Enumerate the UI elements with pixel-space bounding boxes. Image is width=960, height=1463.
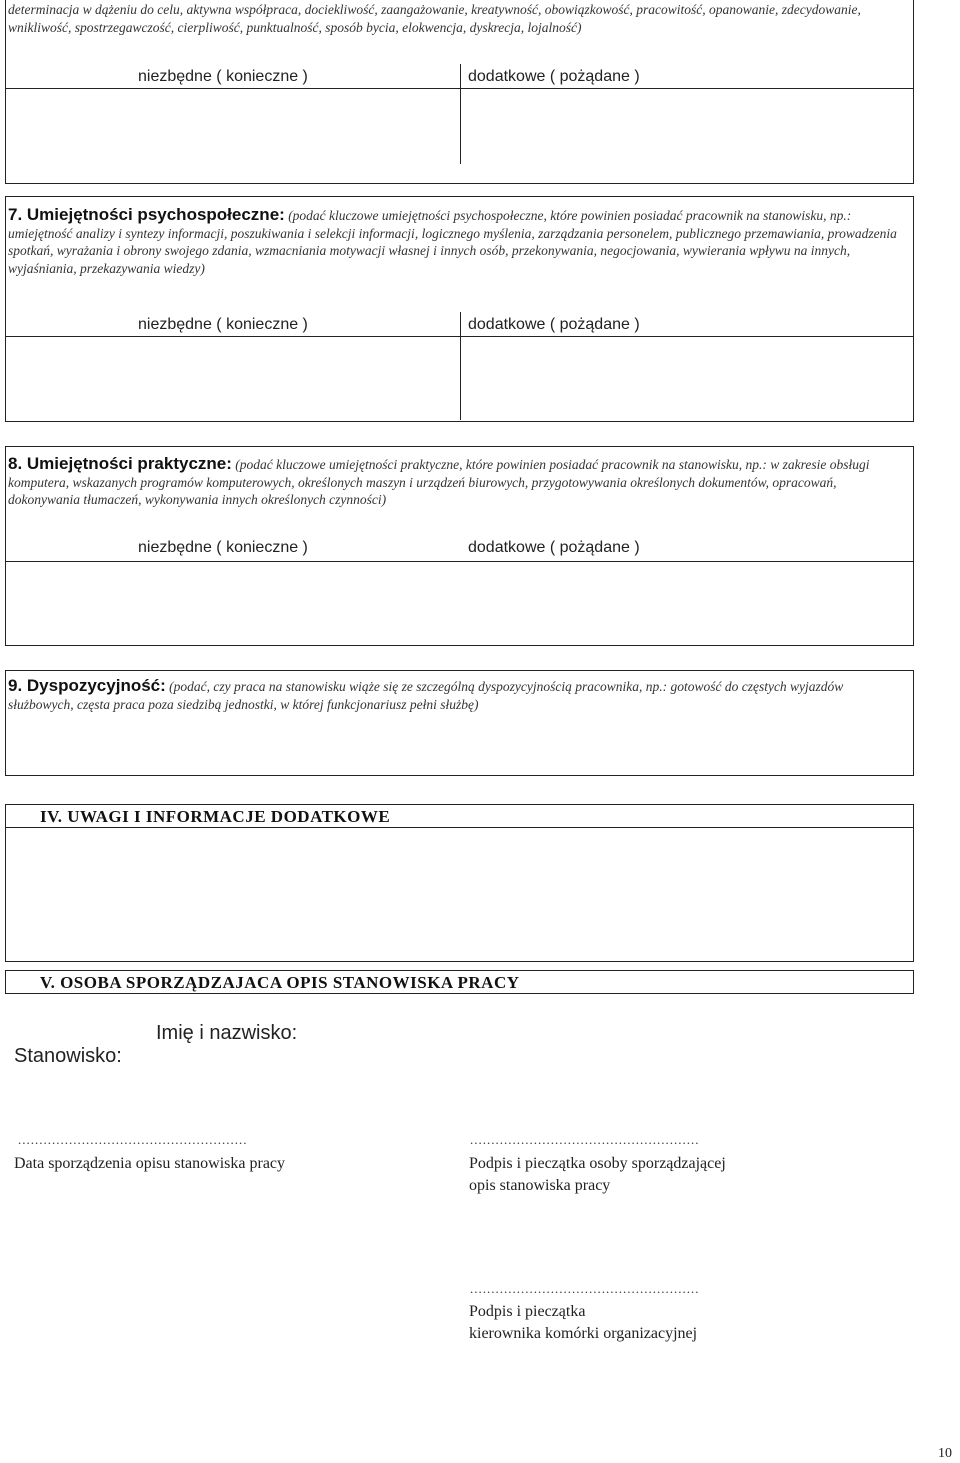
section-iv-title: IV. UWAGI I INFORMACJE DODATKOWE: [40, 807, 391, 826]
section-9-description: (podać, czy praca na stanowisku wiąże się ze szczególną dyspozycyjnością pracownika, np.: gotowość do częstych wyjazdów służbowych, częsta praca poza siedzibą jednostki, w której funkcjonariusz pełni służbę): [8, 679, 844, 712]
date-signature-line: ......................................................: [18, 1132, 248, 1147]
section-8-title: 8. Umiejętności praktyczne:: [8, 454, 232, 473]
section-9-text: [8, 677, 908, 713]
preparer-signature-label: [469, 1153, 726, 1197]
section-6-required-heading: niezbędne ( konieczne ): [138, 68, 308, 85]
section-iv-body: [5, 828, 914, 962]
manager-label-line-1: Podpis i pieczątka: [469, 1303, 586, 1320]
preparer-label-line-2: opis stanowiska pracy: [469, 1177, 611, 1194]
section-7-desired-heading: dodatkowe ( pożądane ): [468, 316, 640, 333]
section-7-column-divider: [460, 312, 461, 420]
section-8-description: (podać kluczowe umiejętności praktyczne, które powinien posiadać pracownik na stanowisku, np.: w zakresie obsługi komputera, wskazanych programów komputerowych, określonych maszyn i urządzeń biurowych, przygotowywania określonych dokumentów, opracowań, dokonywania tłumaczeń, wykonywania innych określonych czynności): [8, 457, 870, 507]
section-8-required-heading: niezbędne ( konieczne ): [138, 539, 308, 556]
section-8-text: [8, 455, 908, 509]
section-7-text: [8, 206, 908, 277]
manager-label-line-2: kierownika komórki organizacyjnej: [469, 1325, 698, 1342]
section-8-header-rule: [5, 561, 914, 562]
section-7-title: 7. Umiejętności psychospołeczne:: [8, 205, 285, 224]
date-label: Data sporządzenia opisu stanowiska pracy: [14, 1155, 286, 1172]
preparer-signature-line: ......................................................: [470, 1132, 700, 1147]
preparer-label-line-1: Podpis i pieczątka osoby sporządzającej: [469, 1155, 726, 1172]
section-7-required-heading: niezbędne ( konieczne ): [138, 316, 308, 333]
section-6-text: determinacja w dążeniu do celu, aktywna współpraca, dociekliwość, zaangażowanie, kreatywność, obowiązkowość, pracowitość, opanowanie, zdecydowanie, wnikliwość, spostrzegawczość, cierpliwość, punktualność, sposób bycia, elokwencja, dyskrecja, lojalność): [8, 2, 861, 35]
section-9-title: 9. Dyspozycyjność:: [8, 676, 166, 695]
manager-signature-line: ......................................................: [470, 1281, 700, 1296]
page-number: 10: [938, 1446, 952, 1461]
section-6-desired-heading: dodatkowe ( pożądane ): [468, 68, 640, 85]
name-label: Imię i nazwisko:: [156, 1022, 298, 1044]
section-8-desired-heading: dodatkowe ( pożądane ): [468, 539, 640, 556]
section-v-title: V. OSOBA SPORZĄDZAJACA OPIS STANOWISKA PRACY: [40, 973, 520, 992]
section-6-column-divider: [460, 64, 461, 164]
position-label: Stanowisko:: [14, 1045, 122, 1067]
section-7-description: (podać kluczowe umiejętności psychospołeczne, które powinien posiadać pracownik na stanowisku, np.: umiejętność analizy i syntezy informacji, poszukiwania i selekcji informacji, logicznego myślenia, zarządzania personelem, publicznego przemawiania, prowadzenia spotkań, wyrażania i obrony swojego zdania, wzmacniania motywacji własnej i innych osób, przekonywania, negocjowania, wywierania wpływu na innych, wyjaśniania, przekazywania wiedzy): [8, 208, 897, 276]
manager-signature-label: [469, 1301, 697, 1345]
